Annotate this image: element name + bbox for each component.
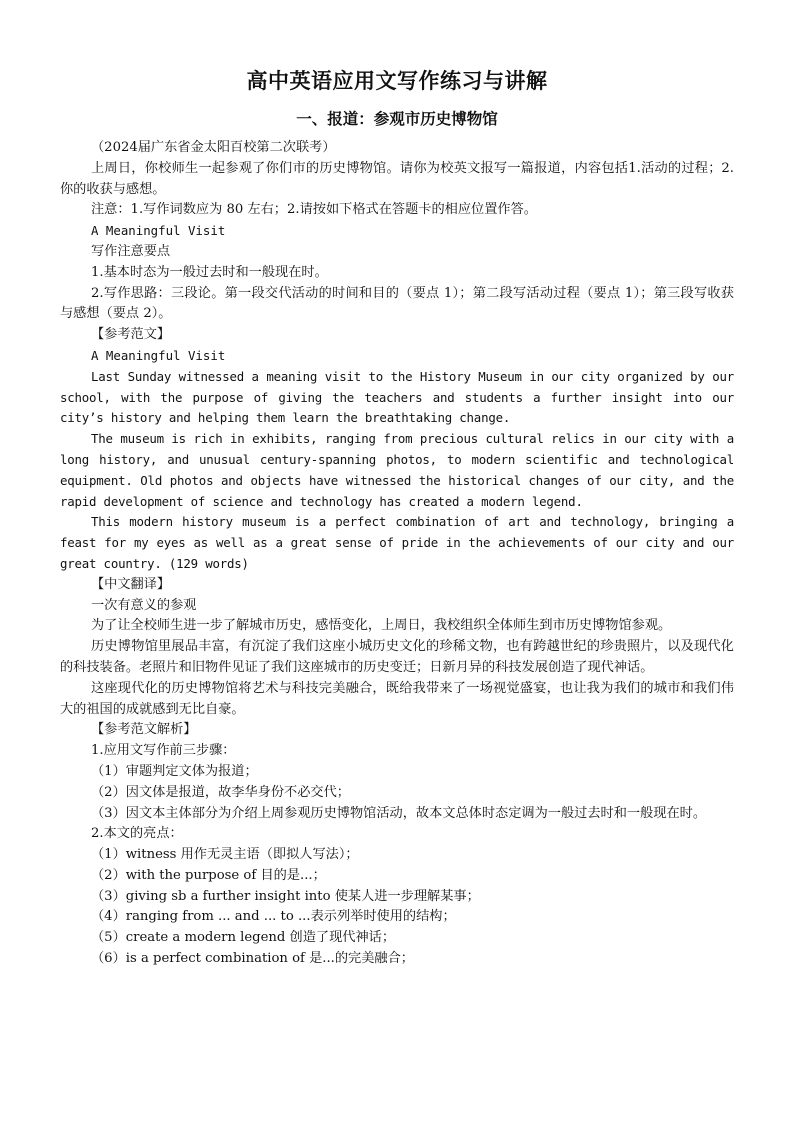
source-note: （2024届广东省金太阳百校第二次联考） bbox=[91, 140, 336, 155]
translation-paragraph-1: 为了让全校师生进一步了解城市历史，感悟变化，上周日，我校组织全体师生到市历史博物馆参观。 bbox=[91, 618, 672, 634]
format-title: A Meaningful Visit bbox=[91, 223, 226, 239]
translation-paragraph-2: 历史博物馆里展品丰富，有沉淀了我们这座小城历史文化的珍稀文物，也有跨越世纪的珍贵照片，以及现代化的科技装备。老照片和旧物件见证了我们这座城市的历史变迁；日新月异的科技发展创造了现代神话。 bbox=[60, 639, 734, 675]
highlight-item: （4）ranging from ... and ... to ...表示列举时使用的结构； bbox=[91, 909, 456, 925]
analysis-step-3: （3）因文本主体部分为介绍上周参观历史博物馆活动，故本文总体时态定调为一般过去时和一般现在时。 bbox=[91, 805, 707, 821]
task-notice: 注意：1.写作词数应为 80 左右；2.请按如下格式在答题卡的相应位置作答。 bbox=[91, 202, 537, 218]
sample-paragraph-1: Last Sunday witnessed a meaning visit to the History Museum in our city organized by our school, with the purpose of giving the teachers and students a further insight into our city’s history and helping them learn the breathtaking change. bbox=[60, 368, 734, 426]
analysis-step-1: （1）审题判定文体为报道； bbox=[91, 763, 258, 779]
tip-tense: 1.基本时态为一般过去时和一般现在时。 bbox=[91, 264, 328, 280]
document-title: 高中英语应用文写作练习与讲解 bbox=[246, 69, 548, 93]
tips-heading: 写作注意要点 bbox=[91, 243, 171, 259]
sample-title: A Meaningful Visit bbox=[91, 347, 226, 363]
task-prompt: 上周日，你校师生一起参观了你们市的历史博物馆。请你为校英文报写一篇报道，内容包括1.活动的过程；2.你的收获与感想。 bbox=[60, 160, 734, 197]
section-heading: 一、报道：参观市历史博物馆 bbox=[296, 110, 498, 128]
sample-heading: 【参考范文】 bbox=[91, 327, 171, 343]
translation-heading: 【中文翻译】 bbox=[91, 576, 171, 592]
translation-title: 一次有意义的参观 bbox=[91, 597, 197, 613]
highlight-item: （6）is a perfect combination of 是...的完美融合； bbox=[91, 951, 414, 967]
highlight-item: （1）witness 用作无灵主语（即拟人写法）； bbox=[91, 847, 359, 863]
analysis-steps: 1.应用文写作前三步骤： bbox=[91, 743, 236, 759]
tip-structure: 2.写作思路：三段论。第一段交代活动的时间和目的（要点 1）；第二段写活动过程（要点 1）；第三段写收获与感想（要点 2）。 bbox=[60, 285, 734, 322]
sample-paragraph-2: The museum is rich in exhibits, ranging from precious cultural relics in our city with a long history, and unusual century-spanning photos, to modern scientific and technological equipment. Old photos and objects have witnessed the historical changes of our city, and the rapid development of science and technology has created a modern legend. bbox=[60, 431, 734, 509]
sample-paragraph-3: This modern history museum is a perfect combination of art and technology, bringing a feast for my eyes as well as a great sense of pride in the achievements of our city and our great country. (129 words) bbox=[60, 514, 734, 571]
analysis-step-2: （2）因文体是报道，故李华身份不必交代； bbox=[91, 784, 350, 800]
document-page bbox=[60, 64, 734, 970]
analysis-heading: 【参考范文解析】 bbox=[91, 722, 197, 738]
analysis-highlights: 2.本文的亮点： bbox=[91, 826, 183, 842]
highlight-item: （3）giving sb a further insight into 使某人进一步理解某事； bbox=[91, 888, 480, 904]
translation-paragraph-3: 这座现代化的历史博物馆将艺术与科技完美融合，既给我带来了一场视觉盛宴，也让我为我们的城市和我们伟大的祖国的成就感到无比自豪。 bbox=[60, 680, 734, 717]
highlight-item: （5）create a modern legend 创造了现代神话； bbox=[91, 930, 396, 946]
highlight-item: （2）with the purpose of 目的是...； bbox=[91, 867, 326, 883]
